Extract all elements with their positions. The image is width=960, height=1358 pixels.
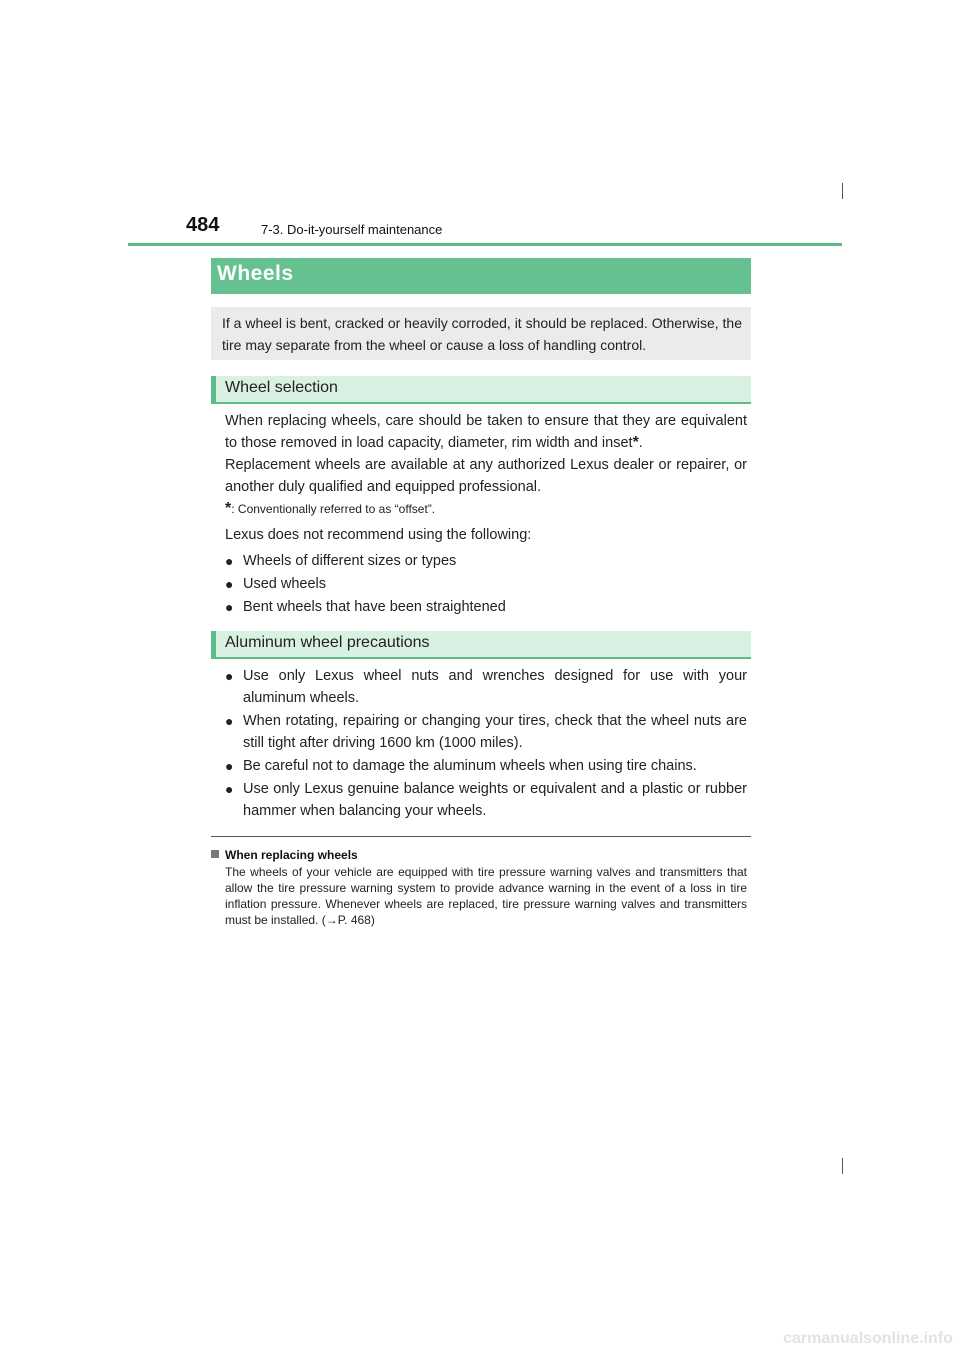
- list-item: ● Bent wheels that have been straightened: [225, 596, 747, 618]
- watermark-text: carmanualsonline.info: [783, 1330, 953, 1347]
- section-label: 7-3. Do-it-yourself maintenance: [261, 222, 443, 237]
- list-item: ● Use only Lexus genuine balance weights or equivalent and a plastic or rubber hammer when balancing your wheels.: [225, 778, 747, 822]
- footnote-marker: *: [632, 434, 639, 451]
- footnote: *: Conventionally referred to as “offset”.: [225, 500, 436, 517]
- intro-text: If a wheel is bent, cracked or heavily corroded, it should be replaced. Otherwise, the tire may separate from the wheel or cause a loss of handling control.: [222, 315, 742, 353]
- paragraph: Lexus does not recommend using the following:: [225, 527, 532, 543]
- bullet-icon: ●: [225, 713, 234, 729]
- page-title: Wheels: [217, 262, 294, 285]
- bullet-icon: ●: [225, 553, 234, 569]
- paragraph: When replacing wheels, care should be taken to ensure that they are equivalent to those removed in load capacity, diameter, rim width and inset*.: [225, 413, 747, 451]
- note-heading: When replacing wheels: [211, 848, 747, 862]
- list-item: ● Wheels of different sizes or types: [225, 550, 747, 572]
- subheading-label: Aluminum wheel precautions: [225, 634, 430, 651]
- page-number: 484: [186, 214, 220, 236]
- list-item: ● Used wheels: [225, 573, 747, 595]
- bullet-icon: ●: [225, 781, 234, 797]
- list-item: ● When rotating, repairing or changing your tires, check that the wheel nuts are still tight after driving 1600 km (1000 miles).: [225, 710, 747, 754]
- subheading-label: Wheel selection: [225, 379, 338, 396]
- bullet-icon: ●: [225, 599, 234, 615]
- list-item: ● Use only Lexus wheel nuts and wrenches designed for use with your aluminum wheels.: [225, 665, 747, 709]
- note-text: The wheels of your vehicle are equipped with tire pressure warning valves and transmitters that allow the tire pressure warning system to provide advance warning in the event of a loss in tire inflation pressure. Whenever wheels are replaced, tire pressure warning valves and transmitters must be installed. (→P. 468): [225, 865, 747, 927]
- bullet-icon: ●: [225, 758, 234, 774]
- bullet-icon: ●: [225, 576, 234, 592]
- paragraph: Replacement wheels are available at any authorized Lexus dealer or repairer, or another duly qualified and equipped professional.: [225, 457, 747, 495]
- list-item: ● Be careful not to damage the aluminum wheels when using tire chains.: [225, 755, 747, 777]
- bullet-icon: ●: [225, 668, 234, 684]
